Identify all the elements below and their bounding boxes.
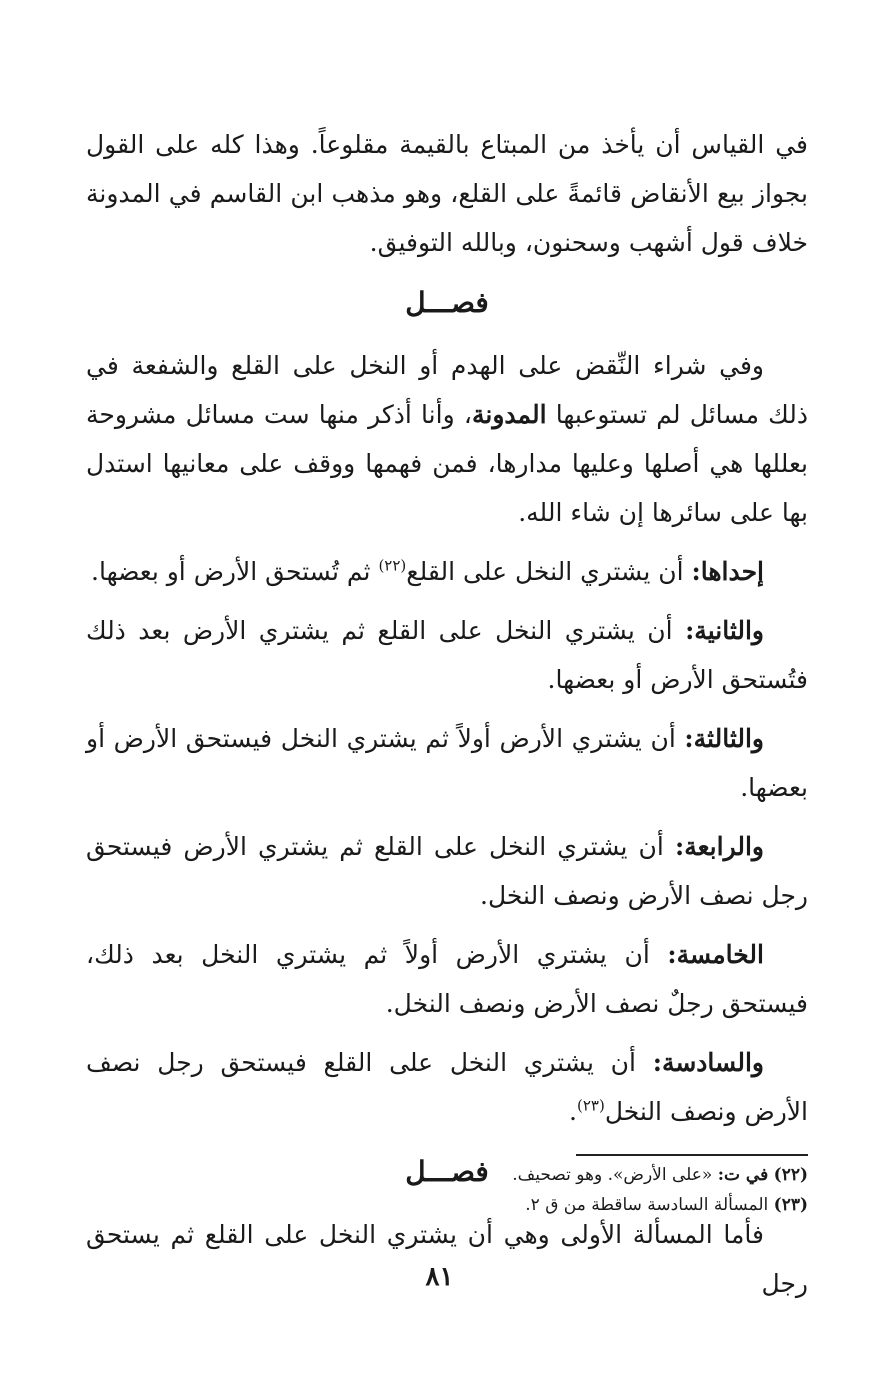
footnote-number: (٢٢) — [773, 1165, 808, 1185]
issue-lead: الخامسة: — [667, 940, 764, 969]
issue-text-tail: ثم تُستحق الأرض أو بعضها. — [91, 557, 379, 586]
opening-paragraph: في القياس أن يأخذ من المبتاع بالقيمة مقلوعاً. وهذا كله على القول بجواز بيع الأنقاض قائمةً على القلع، وهو مذهب ابن القاسم في المدونة خلاف قول أشهب وسحنون، وبالله التوفيق. — [86, 130, 808, 257]
issue-6 — [86, 1038, 808, 1136]
footnote-text: «على الأرض». وهو تصحيف. — [512, 1165, 718, 1185]
issue-text: أن يشتري النخل على القلع ثم يشتري الأرض بعد ذلك فتُستحق الأرض أو بعضها. — [86, 616, 808, 694]
issue-text: أن يشتري النخل على القلع — [406, 557, 692, 586]
footnote-ref: (٢٢) — [378, 556, 407, 575]
issue-lead: إحداها: — [691, 557, 764, 586]
intro-text-a: وفي شراء النِّقض على الهدم أو النخل على القلع والشفعة في ذلك مسائل لم تستوعبها — [86, 351, 809, 429]
intro-paragraph — [86, 341, 808, 537]
issue-5 — [86, 930, 808, 1028]
issue-1 — [86, 547, 808, 596]
intro-bold-term: المدونة — [471, 400, 547, 429]
issue-lead: والثانية: — [685, 616, 764, 645]
issue-text: أن يشتري النخل على القلع ثم يشتري الأرض فيستحق رجل نصف الأرض ونصف النخل. — [86, 832, 808, 910]
closing-paragraph: فأما المسألة الأولى وهي أن يشتري النخل على القلع ثم يستحق رجل — [86, 1220, 808, 1298]
issue-text: أن يشتري الأرض أولاً ثم يشتري النخل بعد ذلك، فيستحق رجلٌ نصف الأرض ونصف النخل. — [86, 940, 808, 1018]
footnote-number: (٢٣) — [773, 1195, 808, 1215]
footnote-ref: (٢٣) — [576, 1096, 605, 1115]
footnote-text: المسألة السادسة ساقطة من ق ٢. — [525, 1195, 774, 1215]
issue-lead: والسادسة: — [652, 1048, 764, 1077]
footnote-22 — [300, 1160, 808, 1190]
footnote-source: في ت: — [717, 1165, 769, 1185]
footnote-23 — [300, 1190, 808, 1220]
issue-2 — [86, 606, 808, 704]
intro-text-b: ، وأنا أذكر منها ست مسائل مشروحة بعللها هي أصلها وعليها مدارها، فمن فهمها ووقف على معانيها استدل بها على سائرها إن شاء الله. — [86, 400, 808, 527]
issue-text: أن يشتري النخل على القلع فيستحق رجل نصف الأرض ونصف النخل — [86, 1048, 808, 1126]
section-heading-1: فصـــل — [405, 286, 489, 319]
issue-4 — [86, 822, 808, 920]
footnotes — [300, 1160, 808, 1220]
issue-text: أن يشتري الأرض أولاً ثم يشتري النخل فيستحق الأرض أو بعضها. — [86, 724, 808, 802]
page-body — [86, 120, 808, 1318]
page-number: ٨١ — [425, 1262, 454, 1292]
issue-lead: والرابعة: — [674, 832, 764, 861]
footnote-divider — [576, 1154, 808, 1156]
issue-lead: والثالثة: — [684, 724, 764, 753]
issue-3 — [86, 714, 808, 812]
issue-text-tail: . — [569, 1097, 577, 1126]
section-heading-2: فصـــل — [405, 1155, 489, 1188]
